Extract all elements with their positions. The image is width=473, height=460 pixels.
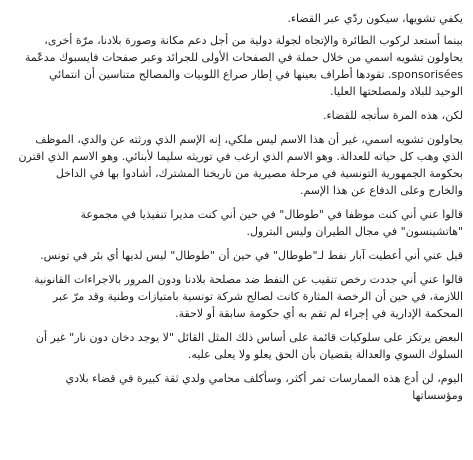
paragraph-text: اليوم، لن أدع هذه الممارسات تمر أكثر، وسأكلف محامي ولدي ثقة كبيرة في قضاء بلادي ومؤسساتها (65, 372, 463, 402)
paragraph-text: قالوا عني أني جددت رخص تنقيب عن النفط ضد مصلحة بلادنا ودون المرور بالاجراءات القانونية اللازمة، في حين أن الرخصة المثارة كانت لصالح شركة تونسية بامتيازات وطنية وقد مرّ عبر المحكمة الإدارية في إجراء لم تقم به أي حكومة سابقة أو لاحقة. (34, 273, 463, 320)
paragraph-6 (18, 247, 463, 264)
paragraph-text: يحاولون تشويه اسمي، غير أن هذا الاسم ليس ملكي، إنه الإسم الذي ورثته عن والدي، الموظف الذي وهب كل حياته للعدالة. وهو الاسم الذي ارغب في توريثه سليما لأبنائي. وهو الاسم الذي اقترن بحكومة الجمهورية التونسية في مرحلة مصيرية من تاريخنا المشترك، أشادوا بها في الداخل والخارج وعلى الدفاع عن هذا الإسم. (18, 133, 463, 197)
paragraph-9 (18, 370, 463, 404)
paragraph-3 (18, 107, 463, 124)
paragraph-text: قيل عني أني أعطيت آبار نفط لـ"طوطال" في حين أن "طوطال" ليس لديها أي بئر في تونس. (40, 249, 463, 262)
latin-term: sponsorisées (391, 68, 463, 81)
paragraph-text: يكفي تشويها، سيكون ردّي عبر القضاء. (287, 12, 463, 25)
paragraph-text: بينما أستعد لركوب الطائرة والإتجاه لجولة دولية من أجل دعم مكانة وصورة بلادنا، مرّة أخرى، يحاولون تشويه اسمي من خلال حملة في الصفحات الأولى للجرائد وعبر صفحات فايسبوك مدعّمة (24, 34, 463, 64)
paragraph-7 (18, 271, 463, 322)
paragraph-text: قالوا عني أني كنت موظفا في "طوطال" في حين أني كنت مديرا تنفيذيا في مجموعة "هاتشينسون" في مجال الطيران وليس البترول. (80, 208, 463, 238)
paragraph-text: . تقودها أطراف بعينها في إطار صراع اللوبيات والمصالح متناسين أن انتمائي الوحيد للبلاد ولمصلحتها العليا. (48, 68, 463, 98)
paragraph-2 (18, 32, 463, 100)
paragraph-text: لكن، هذه المرة سأتجه للقضاء. (322, 109, 463, 122)
paragraph-8 (18, 329, 463, 363)
paragraph-5 (18, 206, 463, 240)
paragraph-text: البعض يرتكز على سلوكيات قائمة على أساس ذلك المثل القائل "لا يوجد دخان دون نار" غير أن السلوك السوي والعدالة يقضيان بأن الحق يعلو ولا يعلى عليه. (35, 331, 463, 361)
paragraph-1 (18, 10, 463, 27)
paragraph-4 (18, 131, 463, 199)
